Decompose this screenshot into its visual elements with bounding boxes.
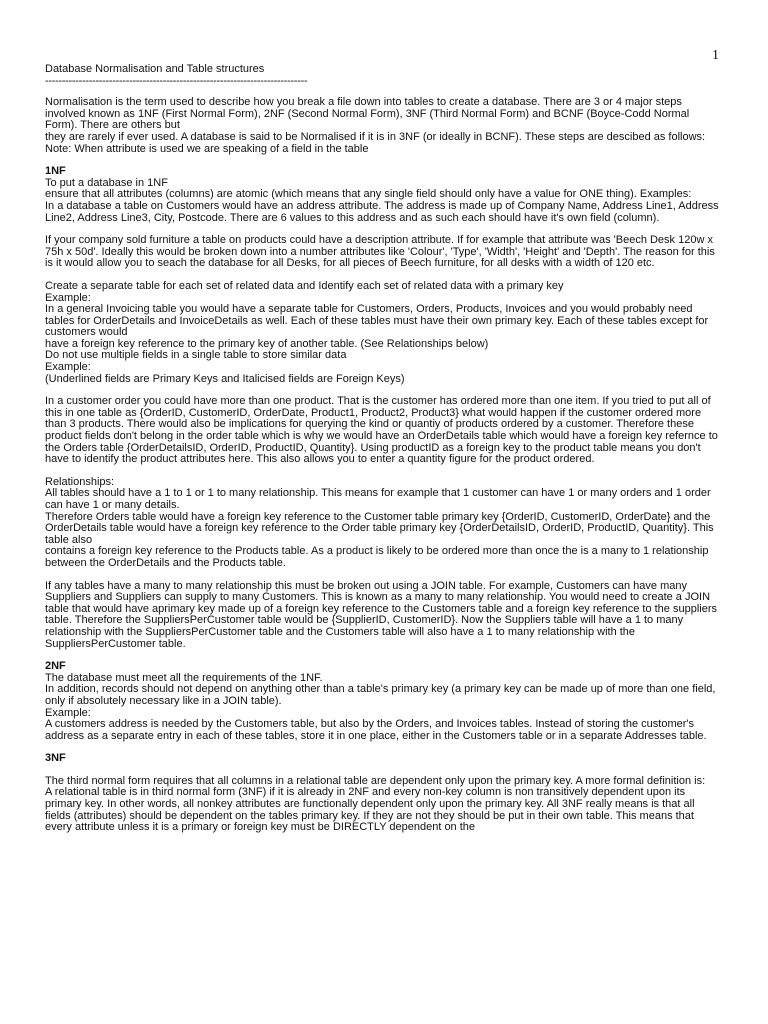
nf1-definition (45, 178, 723, 224)
nf1-furniture-example (45, 235, 723, 270)
page-number: 1 (712, 48, 719, 63)
heading-3nf: 3NF (45, 752, 66, 765)
text-line: Do not use multiple fields in a single table to store similar data (45, 349, 347, 362)
text-line: (Underlined fields are Primary Keys and Italicised fields are Foreign Keys) (45, 372, 405, 385)
text-line: In a database a table on Customers would have an address attribute. The address is made up of Company Name, Address Line1, Address Line2, Address Line3, City, Postcode. There are 6 values to this address and as such each should have it's own field (column). (45, 199, 719, 224)
text-paragraph: If any tables have a many to many relationship this must be broken out using a JOIN table. For example, Customers can have many Suppliers and Suppliers can supply to many Customers. This is known as a many to many relationship. You would need to create a JOIN table that would have aprimary key made up of a foreign key reference to the Customers table and a foreign key reference to the suppliers table. Therefore the SuppliersPerCustomer table would be {SupplierID, CustomerID}. Now the Suppliers table will have a 1 to many relationship with the SuppliersPerCustomer table and the Customers table will also have a 1 to many relationship with the SuppliersPerCustomer table. (45, 579, 717, 650)
text-line: A relational table is in third normal form (3NF) if it is already in 2NF and every non-key column is non transitively dependent upon its primary key. In other words, all nonkey attributes are functionally dependent only upon the primary key. All 3NF really means is that all fields (attributes) should be dependent on the tables primary key. If they are not they should be put in their own table. This means that every attribute unless it is a primary or foreign key must be DIRECTLY dependent on the (45, 786, 695, 834)
text-line: Example: (45, 706, 91, 719)
text-line: A customers address is needed by the Customers table, but also by the Orders, and Invoices tables. Instead of storing the customer's address as a separate entry in each of these tables, store it in one place, either in the Customers table or in a separate Addresses table. (45, 718, 707, 742)
intro-paragraph: Normalisation is the term used to describe how you break a file down into tables to create a database. There are 3 or 4 major steps involved known as 1NF (First Normal Form), 2NF (Second Normal Form), 3NF (Third Normal Form) and BCNF (Boyce-Codd Normal Form). There are others but (45, 96, 690, 132)
title-underline: ------------------------------------------------------------------------------ (45, 75, 308, 87)
text-line: In addition, records should not depend on anything other than a table's primary key (a primary key can be made up of more than one field, only if absolutely necessary like in a JOIN table). (45, 683, 716, 707)
text-line: ensure that all attributes (columns) are atomic (which means that any single field should only have a value for ONE thing). Examples: (45, 188, 692, 201)
nf3-section (45, 776, 723, 834)
nf1-join-table (45, 581, 723, 651)
text-line: To put a database in 1NF (45, 176, 168, 189)
nf1-order-example (45, 396, 723, 466)
text-line: Example: (45, 291, 91, 304)
text-line: Therefore Orders table would have a foreign key reference to the Customer table primary key {OrderID, CustomerID, OrderDate} and the OrderDetails table would have a foreign key reference to the Order table primary key {OrderDetailsID, OrderID, ProductID, Quantity}. This table also (45, 510, 714, 546)
document-body (45, 64, 723, 834)
heading-2nf: 2NF (45, 660, 66, 673)
intro-section (45, 97, 723, 155)
intro-paragraph: they are rarely if ever used. A database is said to be Normalised if it is in 3NF (or ideally in BCNF). These steps are descibed as follows: (45, 130, 706, 143)
text-line: All tables should have a 1 to 1 or 1 to many relationship. This means for example that 1 customer can have 1 or many orders and 1 order can have 1 or many details. (45, 487, 711, 511)
nf1-relationships (45, 477, 723, 570)
text-line: contains a foreign key reference to the Products table. As a product is likely to be ordered more than once the is a many to 1 relationship between the OrderDetails and the Products table. (45, 545, 709, 569)
text-line: The database must meet all the requirements of the 1NF. (45, 671, 323, 684)
document-title: Database Normalisation and Table structures (45, 63, 265, 75)
text-paragraph: If your company sold furniture a table on products could have a description attribute. If for example that attribute was 'Beech Desk 120w x 75h x 50d'. Ideally this would be broken down into a number attributes like 'Colour', 'Type', 'Width', 'Height' and 'Depth'. The reason for this is it would allow you to seach the database for all Desks, for all pieces of Beech furniture, for all desks with a width of 120 etc. (45, 234, 715, 270)
text-line: Relationships: (45, 475, 115, 488)
text-line: Example: (45, 361, 91, 374)
nf2-section (45, 673, 723, 743)
nf1-separate-tables (45, 281, 723, 385)
text-line: have a foreign key reference to the primary key of another table. (See Relationships below) (45, 337, 489, 350)
text-line: Create a separate table for each set of related data and Identify each set of related data with a primary key (45, 279, 564, 292)
text-paragraph: In a customer order you could have more than one product. That is the customer has ordered more than one item. If you tried to put all of this in one table as {OrderID, CustomerID, OrderDate, Product1, Product2, Product3} what would happen if the customer ordered more than 3 products. There would also be implications for querying the kind or quantiy of products ordered by a customer. Therefore these product fields don't belong in the order table which is why we would have an OrderDetails table which would have a foreign key refernce to the Orders table {OrderDetailsID, OrderID, ProductID, Quantity}. Using productID as a foreign key to the product table means you don't have to identify the product attributes here. This also allows you to enter a quantity figure for the product ordered. (45, 395, 718, 466)
intro-note: Note: When attribute is used we are speaking of a field in the table (45, 142, 369, 155)
text-line: The third normal form requires that all columns in a relational table are dependent only upon the primary key. A more formal definition is: (45, 774, 706, 787)
text-line: In a general Invoicing table you would have a separate table for Customers, Orders, Products, Invoices and you would probably need tables for OrderDetails and InvoiceDetails as well. Each of these tables must have their own primary key. Each of these tables except for customers would (45, 303, 709, 339)
heading-1nf: 1NF (45, 165, 66, 178)
